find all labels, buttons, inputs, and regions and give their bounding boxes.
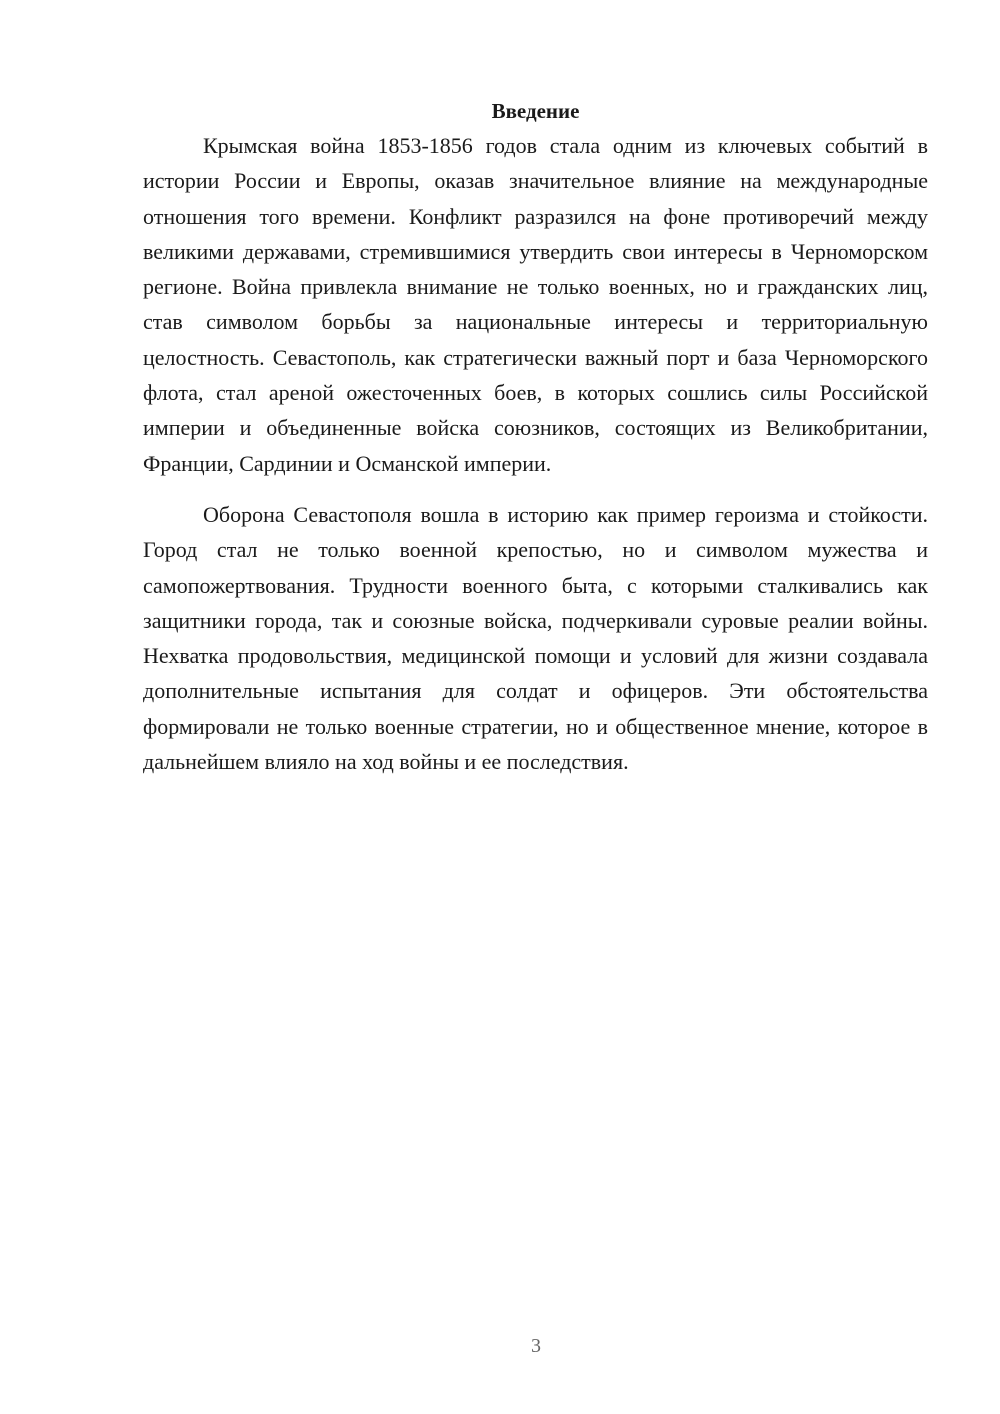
page-number: 3: [531, 1335, 541, 1357]
paragraph-crimean-war: Крымская война 1853-1856 годов стала одним из ключевых событий в истории России и Европы, оказав значительное влияние на международные отношения того времени. Конфликт разразился на фоне противоречий между великими державами, стремившимися утвердить свои интересы в Черноморском регионе. Война привлекла внимание не только военных, но и гражданских лиц, став символом борьбы за национальные интересы и территориальную целостность. Севастополь, как стратегически важный порт и база Черноморского флота, стал ареной ожесточенных боев, в которых сошлись силы Российской империи и объединенные войска союзников, состоящих из Великобритании, Франции, Сардинии и Османской империи.: [143, 133, 928, 476]
page-content: [143, 96, 928, 779]
paragraph-sevastopol-defense: Оборона Севастополя вошла в историю как пример героизма и стойкости. Город стал не только военной крепостью, но и символом мужества и самопожертвования. Трудности военного быта, с которыми сталкивались как защитники города, так и союзные войска, подчеркивали суровые реалии войны. Нехватка продовольствия, медицинской помощи и условий для жизни создавала дополнительные испытания для солдат и офицеров. Эти обстоятельства формировали не только военные стратегии, но и общественное мнение, которое в дальнейшем влияло на ход войны и ее последствия.: [143, 501, 928, 775]
section-heading: Введение: [491, 99, 580, 123]
